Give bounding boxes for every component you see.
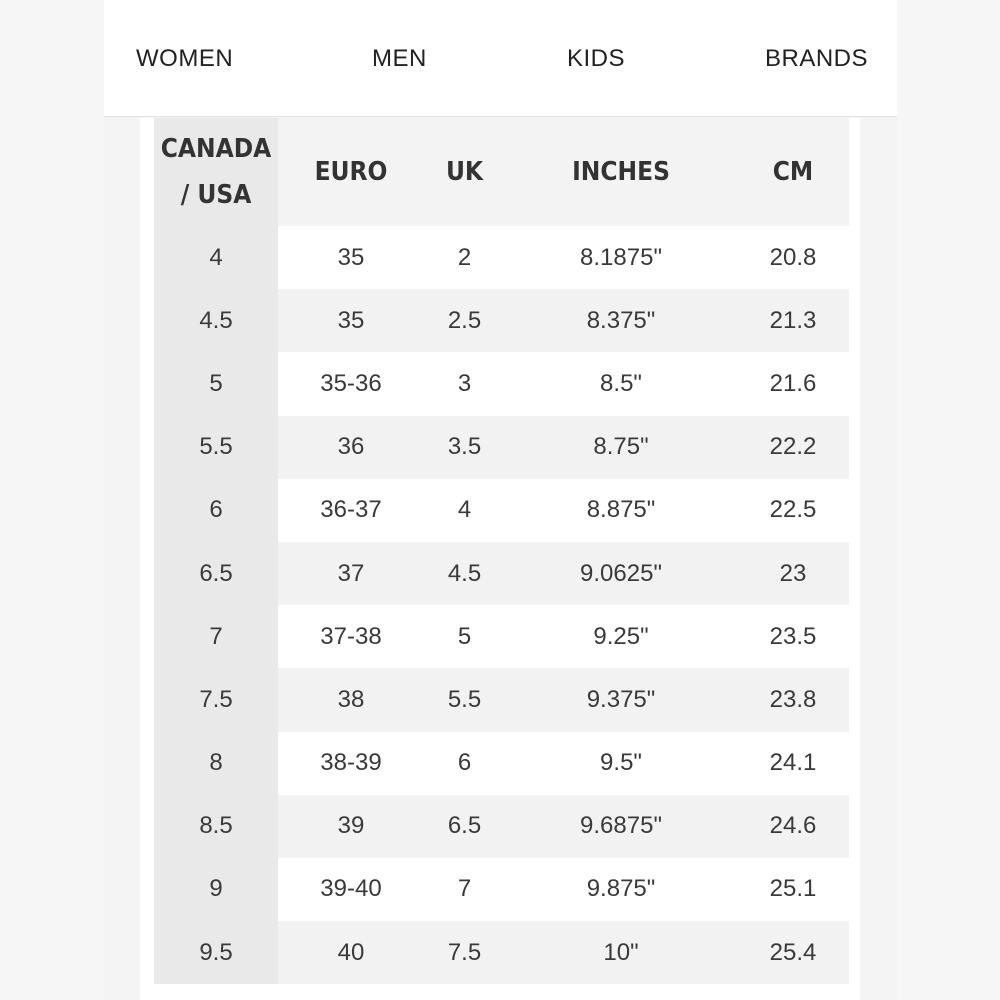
table-row [154, 732, 849, 795]
page [104, 0, 897, 1000]
header-canada-label: CANADA [160, 134, 272, 164]
table-row [154, 289, 849, 352]
table-row [154, 921, 849, 984]
table-row [154, 542, 849, 605]
cell-cm: 21.6 [737, 352, 849, 415]
cell-us: 6 [154, 479, 278, 542]
cell-uk: 5 [424, 605, 505, 668]
cell-inches: 9.6875" [505, 795, 737, 858]
cell-euro: 36-37 [278, 479, 424, 542]
cell-euro: 35-36 [278, 352, 424, 415]
cell-inches: 9.375" [505, 668, 737, 731]
cell-euro: 36 [278, 416, 424, 479]
cell-cm: 24.1 [737, 732, 849, 795]
cell-uk: 3.5 [424, 416, 505, 479]
cell-uk: 7.5 [424, 921, 505, 984]
table-row [154, 479, 849, 542]
cell-us: 4.5 [154, 289, 278, 352]
cell-us: 9.5 [154, 921, 278, 984]
cell-us: 7.5 [154, 668, 278, 731]
content-area [104, 118, 897, 1000]
table-row [154, 668, 849, 731]
cell-uk: 5.5 [424, 668, 505, 731]
table-row [154, 226, 849, 289]
cell-uk: 3 [424, 352, 505, 415]
header-inches: INCHES [505, 118, 737, 226]
cell-euro: 37-38 [278, 605, 424, 668]
cell-us: 4 [154, 226, 278, 289]
header-uk: UK [424, 118, 505, 226]
size-chart-panel [140, 118, 860, 1000]
cell-uk: 6 [424, 732, 505, 795]
cell-cm: 21.3 [737, 289, 849, 352]
cell-cm: 22.5 [737, 479, 849, 542]
cell-us: 9 [154, 858, 278, 921]
size-chart-table [154, 118, 849, 984]
cell-cm: 20.8 [737, 226, 849, 289]
cell-uk: 4.5 [424, 542, 505, 605]
cell-inches: 9.875" [505, 858, 737, 921]
cell-cm: 22.2 [737, 416, 849, 479]
nav-brands[interactable]: BRANDS [765, 45, 869, 72]
cell-uk: 2.5 [424, 289, 505, 352]
cell-euro: 38-39 [278, 732, 424, 795]
cell-euro: 37 [278, 542, 424, 605]
cell-us: 8 [154, 732, 278, 795]
table-row [154, 416, 849, 479]
cell-cm: 25.4 [737, 921, 849, 984]
cell-us: 8.5 [154, 795, 278, 858]
table-row [154, 795, 849, 858]
table-row [154, 858, 849, 921]
header-usa-label: / USA [180, 180, 252, 210]
top-nav [104, 0, 897, 117]
header-canada-usa [154, 118, 278, 226]
cell-inches: 9.25" [505, 605, 737, 668]
cell-us: 5.5 [154, 416, 278, 479]
cell-cm: 24.6 [737, 795, 849, 858]
table-row [154, 605, 849, 668]
nav-men[interactable]: MEN [372, 45, 427, 72]
table-row [154, 352, 849, 415]
cell-euro: 39 [278, 795, 424, 858]
header-euro: EURO [278, 118, 424, 226]
cell-inches: 10" [505, 921, 737, 984]
cell-cm: 23.8 [737, 668, 849, 731]
cell-inches: 8.875" [505, 479, 737, 542]
cell-inches: 9.0625" [505, 542, 737, 605]
cell-euro: 39-40 [278, 858, 424, 921]
cell-inches: 8.75" [505, 416, 737, 479]
nav-women[interactable]: WOMEN [136, 45, 234, 72]
cell-cm: 23 [737, 542, 849, 605]
nav-kids[interactable]: KIDS [567, 45, 626, 72]
cell-us: 5 [154, 352, 278, 415]
cell-cm: 23.5 [737, 605, 849, 668]
cell-uk: 4 [424, 479, 505, 542]
cell-euro: 35 [278, 289, 424, 352]
cell-inches: 8.375" [505, 289, 737, 352]
cell-euro: 38 [278, 668, 424, 731]
table-body [154, 226, 849, 984]
cell-us: 6.5 [154, 542, 278, 605]
cell-uk: 7 [424, 858, 505, 921]
cell-inches: 9.5" [505, 732, 737, 795]
cell-us: 7 [154, 605, 278, 668]
cell-uk: 2 [424, 226, 505, 289]
header-cm: CM [737, 118, 849, 226]
cell-euro: 35 [278, 226, 424, 289]
cell-inches: 8.1875" [505, 226, 737, 289]
table-header-row [154, 118, 849, 226]
cell-euro: 40 [278, 921, 424, 984]
cell-inches: 8.5" [505, 352, 737, 415]
cell-uk: 6.5 [424, 795, 505, 858]
cell-cm: 25.1 [737, 858, 849, 921]
